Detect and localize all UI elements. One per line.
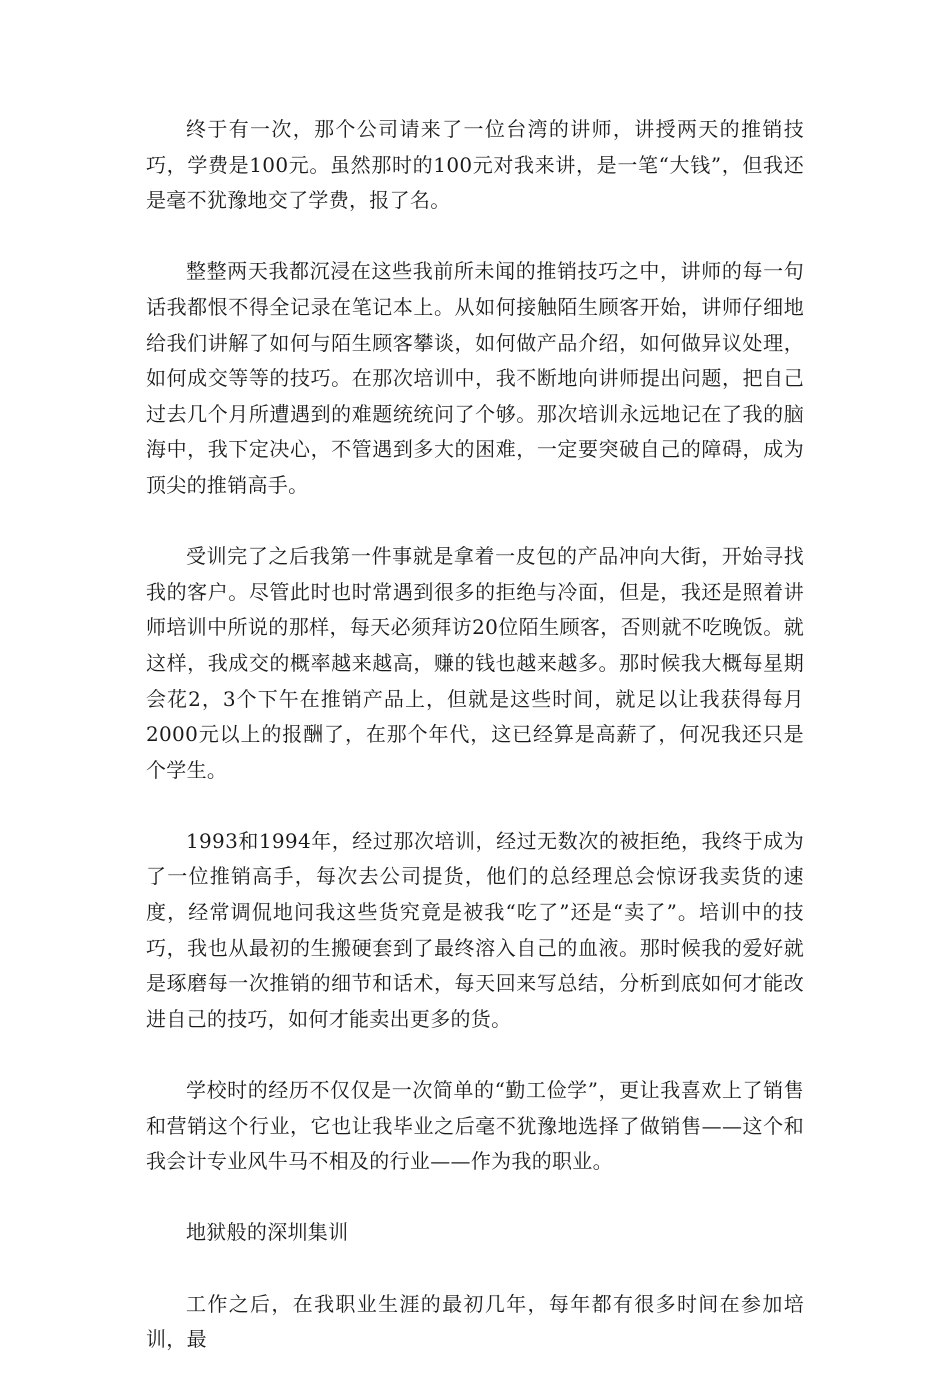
paragraph-2: 整整两天我都沉浸在这些我前所未闻的推销技巧之中，讲师的每一句话我都恨不得全记录在笔记本上。从如何接触陌生顾客开始，讲师仔细地给我们讲解了如何与陌生顾客攀谈，如何做产品介绍，如何做异议处理，如何成交等等的技巧。在那次培训中，我不断地向讲师提出问题，把自己过去几个月所遭遇到的难题统统问了个够。那次培训永远地记在了我的脑海中，我下定决心，不管遇到多大的困难，一定要突破自己的障碍，成为顶尖的推销高手。 xyxy=(146,259,804,497)
paragraph-final: 工作之后，在我职业生涯的最初几年，每年都有很多时间在参加培训，最 xyxy=(146,1291,804,1352)
paragraph-5: 学校时的经历不仅仅是一次简单的“勤工俭学”，更让我喜欢上了销售和营销这个行业，它也让我毕业之后毫不犹豫地选择了做销售——这个和我会计专业风牛马不相及的行业——作为我的职业。 xyxy=(146,1078,804,1174)
paragraph-1: 终于有一次，那个公司请来了一位台湾的讲师，讲授两天的推销技巧，学费是100元。虽然那时的100元对我来讲，是一笔“大钱”，但我还是毫不犹豫地交了学费，报了名。 xyxy=(146,117,804,213)
document-page xyxy=(146,112,804,1393)
paragraph-3: 受训完了之后我第一件事就是拿着一皮包的产品冲向大街，开始寻找我的客户。尽管此时也时常遇到很多的拒绝与冷面，但是，我还是照着讲师培训中所说的那样，每天必须拜访20位陌生顾客，否则就不吃晚饭。就这样，我成交的概率越来越高，赚的钱也越来越多。那时候我大概每星期会花2，3个下午在推销产品上，但就是这些时间，就足以让我获得每月2000元以上的报酬了，在那个年代，这已经算是高薪了，何况我还只是个学生。 xyxy=(146,544,804,782)
paragraph-4: 1993和1994年，经过那次培训，经过无数次的被拒绝，我终于成为了一位推销高手，每次去公司提货，他们的总经理总会惊讶我卖货的速度，经常调侃地问我这些货究竟是被我“吃了”还是“卖了”。培训中的技巧，我也从最初的生搬硬套到了最终溶入自己的血液。那时候我的爱好就是琢磨每一次推销的细节和话术，每天回来写总结，分析到底如何才能改进自己的技巧，如何才能卖出更多的货。 xyxy=(146,828,804,1031)
section-heading: 地狱般的深圳集训 xyxy=(186,1220,349,1245)
